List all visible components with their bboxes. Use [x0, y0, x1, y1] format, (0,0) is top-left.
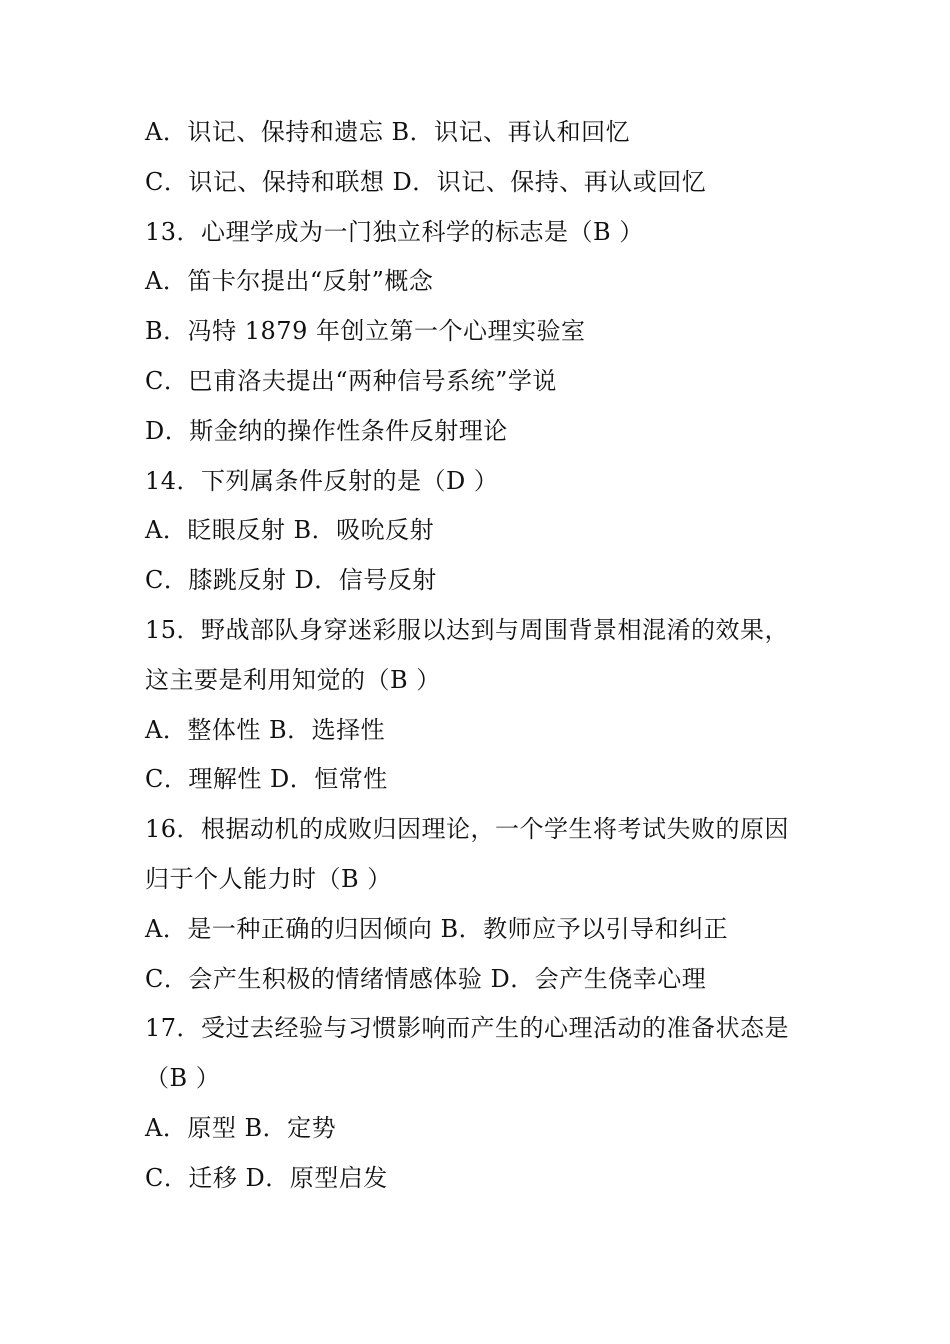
question-14: 14．下列属条件反射的是（D ） [145, 466, 499, 495]
option-line-q16-ab: A．是一种正确的归因倾向 B．教师应予以引导和纠正 [145, 914, 729, 943]
option-line-q15-ab: A．整体性 B．选择性 [145, 715, 386, 744]
option-line-q12-cd: C．识记、保持和联想 D．识记、保持、再认或回忆 [145, 167, 707, 196]
document-page [145, 108, 835, 1204]
option-line-q17-ab: A．原型 B．定势 [145, 1113, 337, 1142]
question-15-line-2: 这主要是利用知觉的（B ） [145, 665, 441, 694]
option-line-q13-c: C．巴甫洛夫提出“两种信号系统”学说 [145, 366, 557, 395]
option-line-q16-cd: C．会产生积极的情绪情感体验 D．会产生侥幸心理 [145, 964, 707, 993]
option-line-q13-a: A．笛卡尔提出“反射”概念 [145, 267, 434, 296]
question-16-line-2: 归于个人能力时（B ） [145, 864, 392, 893]
option-line-q12-ab: A．识记、保持和遗忘 B．识记、再认和回忆 [145, 118, 631, 146]
option-line-q14-cd: C．膝跳反射 D．信号反射 [145, 566, 437, 595]
option-line-q15-cd: C．理解性 D．恒常性 [145, 765, 388, 794]
option-line-q14-ab: A．眨眼反射 B．吸吮反射 [145, 516, 435, 545]
question-16-line-1: 16．根据动机的成败归因理论，一个学生将考试失败的原因 [145, 815, 790, 844]
question-17-line-2: （B ） [145, 1064, 221, 1093]
option-line-q17-cd: C．迁移 D．原型启发 [145, 1163, 388, 1192]
option-line-q13-b: B．冯特 1879 年创立第一个心理实验室 [145, 317, 586, 346]
question-13: 13．心理学成为一门独立科学的标志是（B ） [145, 217, 644, 246]
option-line-q13-d: D．斯金纳的操作性条件反射理论 [145, 416, 508, 445]
question-17-line-1: 17．受过去经验与习惯影响而产生的心理活动的准备状态是 [145, 1014, 790, 1043]
question-15-line-1: 15．野战部队身穿迷彩服以达到与周围背景相混淆的效果， [145, 615, 790, 644]
